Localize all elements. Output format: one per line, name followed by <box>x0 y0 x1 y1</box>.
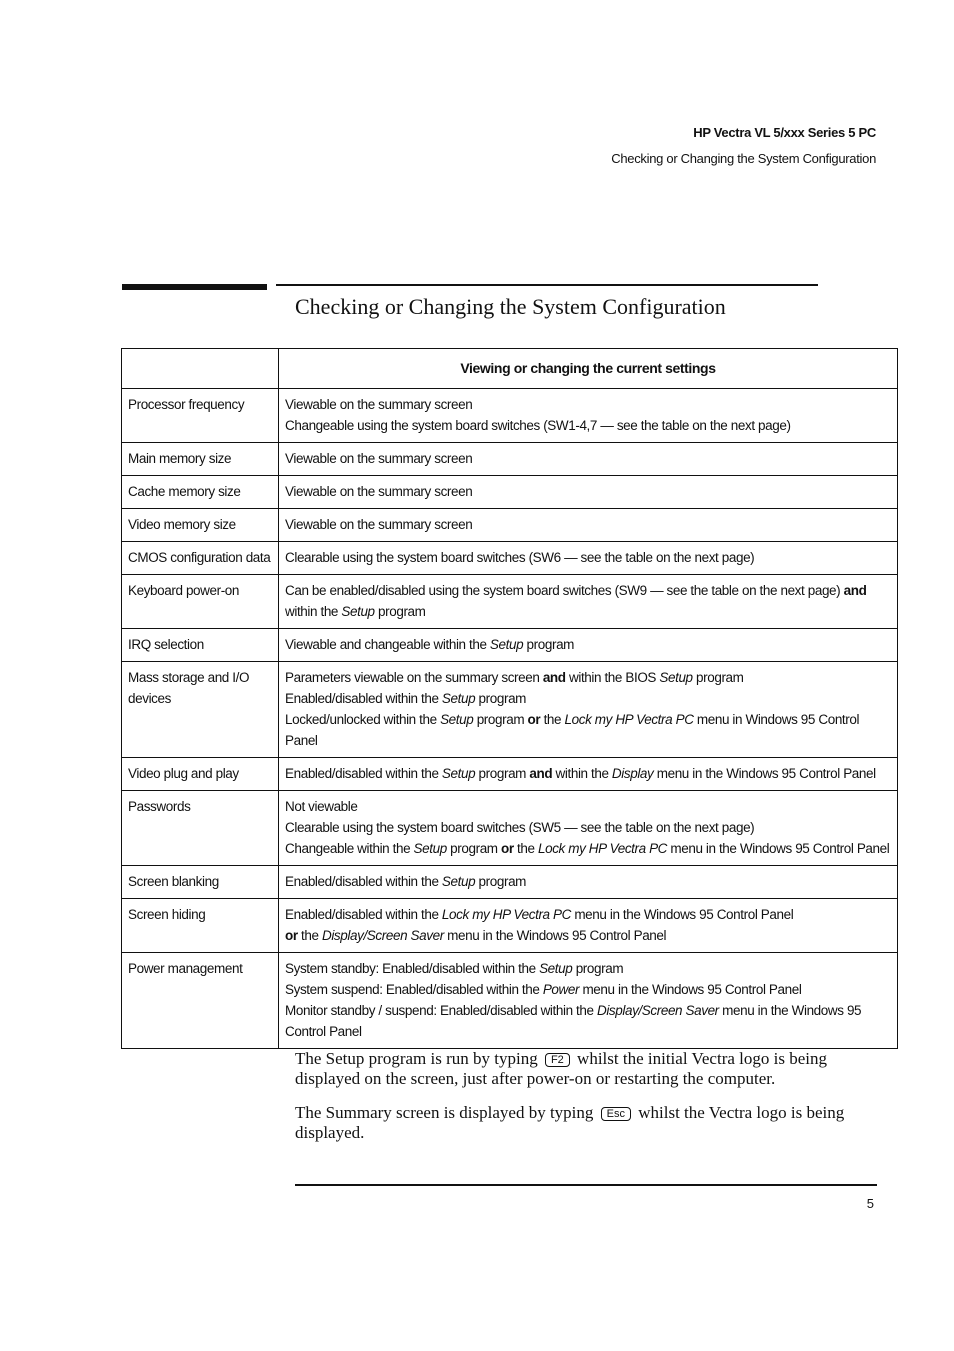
setup-note-text-after: whilst the initial Vectra logo is being displayed on the screen, just after power-on or restarting the computer. <box>295 1049 827 1088</box>
settings-text: the <box>297 928 322 943</box>
setup-note-text-before: The Setup program is run by typing <box>295 1049 538 1068</box>
settings-line <box>285 1000 891 1042</box>
feature-cell <box>122 662 279 758</box>
settings-line <box>285 514 891 535</box>
feature-cell <box>122 476 279 509</box>
settings-cell <box>279 575 898 629</box>
settings-text: program <box>475 874 527 889</box>
emphasis-text: Setup <box>441 874 476 889</box>
emphasis-text: Power <box>542 982 580 997</box>
table-row <box>122 662 898 758</box>
settings-text: within the <box>552 766 612 781</box>
table-row <box>122 476 898 509</box>
emphasis-text: Setup <box>413 841 447 856</box>
bold-text: and <box>843 583 867 598</box>
feature-label: Screen hiding <box>128 907 206 922</box>
esc-key-icon: Esc <box>601 1107 631 1121</box>
settings-line <box>285 415 891 436</box>
settings-text: Parameters viewable on the summary screen <box>285 670 543 685</box>
settings-text: Viewable on the summary screen <box>285 517 473 532</box>
settings-line <box>285 979 891 1000</box>
settings-text: Locked/unlocked within the <box>285 712 441 727</box>
table-row <box>122 443 898 476</box>
emphasis-text: Display/Screen Saver <box>596 1003 719 1018</box>
feature-cell <box>122 953 279 1049</box>
settings-line <box>285 904 891 925</box>
table-row <box>122 389 898 443</box>
settings-line <box>285 688 891 709</box>
settings-cell <box>279 509 898 542</box>
emphasis-text: Setup <box>489 637 524 652</box>
feature-label: Power management <box>128 961 243 976</box>
section-title: Checking or Changing the System Configuration <box>295 294 726 319</box>
settings-text: menu in the Windows 95 Control Panel <box>667 841 890 856</box>
settings-text: Enabled/disabled within the <box>285 874 442 889</box>
settings-text: menu in Windows 95 Control Panel <box>285 712 860 748</box>
bold-text: or <box>527 712 541 727</box>
settings-text: menu in the Windows 95 Control Panel <box>579 982 802 997</box>
settings-text: Viewable and changeable within the <box>285 637 490 652</box>
emphasis-text: Lock my HP Vectra PC <box>441 907 571 922</box>
footer-rule <box>295 1184 877 1186</box>
settings-text: program <box>475 691 527 706</box>
emphasis-text: Lock my HP Vectra PC <box>537 841 668 856</box>
table-body <box>122 389 898 1049</box>
header-subtitle: Checking or Changing the System Configuration <box>611 151 876 166</box>
bold-text: or <box>285 928 298 943</box>
table-row <box>122 758 898 791</box>
feature-cell <box>122 509 279 542</box>
section-rule-thin <box>276 284 818 286</box>
table-row <box>122 791 898 866</box>
table-row <box>122 866 898 899</box>
settings-text: program <box>473 712 528 727</box>
feature-cell <box>122 629 279 662</box>
summary-note-text-before: The Summary screen is displayed by typing <box>295 1103 594 1122</box>
settings-text: Enabled/disabled within the <box>285 907 442 922</box>
feature-cell <box>122 542 279 575</box>
running-header <box>611 120 876 172</box>
feature-cell <box>122 389 279 443</box>
settings-text: Viewable on the summary screen <box>285 451 473 466</box>
configuration-table <box>121 348 898 1049</box>
table-row <box>122 509 898 542</box>
feature-cell <box>122 899 279 953</box>
feature-label: Cache memory size <box>128 484 241 499</box>
settings-line <box>285 481 891 502</box>
settings-line <box>285 817 891 838</box>
settings-text: program <box>572 961 624 976</box>
emphasis-text: Setup <box>441 691 476 706</box>
settings-text: Clearable using the system board switches (SW5 — see the table on the next page) <box>285 820 755 835</box>
emphasis-text: Setup <box>441 766 476 781</box>
settings-text: Not viewable <box>285 799 358 814</box>
settings-line <box>285 667 891 688</box>
header-title: HP Vectra VL 5/xxx Series 5 PC <box>693 125 876 140</box>
feature-label: Video memory size <box>128 517 236 532</box>
feature-label: Video plug and play <box>128 766 239 781</box>
table-header-row <box>122 349 898 389</box>
settings-line <box>285 925 891 946</box>
settings-text: program <box>523 637 575 652</box>
settings-text: program <box>475 766 530 781</box>
table-row <box>122 899 898 953</box>
summary-note-text-after: whilst the Vectra logo is being displayed. <box>295 1103 845 1142</box>
settings-text: System suspend: Enabled/disabled within the <box>285 982 543 997</box>
emphasis-text: Lock my HP Vectra PC <box>564 712 694 727</box>
feature-label: IRQ selection <box>128 637 204 652</box>
column-header-feature <box>122 349 279 389</box>
page-number: 5 <box>866 1196 874 1211</box>
settings-cell <box>279 758 898 791</box>
settings-line <box>285 871 891 892</box>
settings-text: program <box>692 670 744 685</box>
feature-cell <box>122 866 279 899</box>
table-row <box>122 542 898 575</box>
emphasis-text: Setup <box>539 961 573 976</box>
settings-text: Enabled/disabled within the <box>285 691 442 706</box>
settings-text: menu in the Windows 95 Control Panel <box>570 907 794 922</box>
feature-label: Passwords <box>128 799 191 814</box>
feature-cell <box>122 791 279 866</box>
settings-cell <box>279 476 898 509</box>
emphasis-text: Setup <box>659 670 693 685</box>
feature-cell <box>122 758 279 791</box>
settings-text: menu in the Windows 95 Control Panel <box>285 1003 862 1039</box>
bold-text: and <box>542 670 566 685</box>
feature-label: Screen blanking <box>128 874 219 889</box>
feature-label: Mass storage and I/O devices <box>128 670 250 706</box>
settings-text: menu in the Windows 95 Control Panel <box>443 928 667 943</box>
settings-cell <box>279 629 898 662</box>
setup-note <box>295 1049 855 1089</box>
settings-text: Changeable using the system board switches (SW1-4,7 — see the table on the next page) <box>285 418 791 433</box>
f2-key-icon: F2 <box>545 1053 570 1067</box>
settings-cell <box>279 899 898 953</box>
feature-label: Main memory size <box>128 451 232 466</box>
settings-cell <box>279 953 898 1049</box>
feature-cell <box>122 575 279 629</box>
settings-line <box>285 958 891 979</box>
settings-text: the <box>513 841 538 856</box>
column-header-settings: Viewing or changing the current settings <box>279 349 898 389</box>
bold-text: or <box>501 841 514 856</box>
settings-text: Clearable using the system board switches (SW6 — see the table on the next page) <box>285 550 755 565</box>
settings-cell <box>279 791 898 866</box>
feature-label: CMOS configuration data <box>128 550 271 565</box>
settings-line <box>285 634 891 655</box>
bold-text: and <box>529 766 553 781</box>
feature-label: Keyboard power-on <box>128 583 240 598</box>
settings-text: the <box>540 712 565 727</box>
settings-text: System standby: Enabled/disabled within the <box>285 961 540 976</box>
summary-note <box>295 1103 855 1143</box>
settings-text: Can be enabled/disabled using the system board switches (SW9 — see the table on the next page) <box>285 583 844 598</box>
emphasis-text: Display <box>611 766 654 781</box>
emphasis-text: Setup <box>440 712 474 727</box>
settings-line <box>285 796 891 817</box>
settings-cell <box>279 443 898 476</box>
settings-text: menu in the Windows 95 Control Panel <box>653 766 876 781</box>
settings-text: program <box>446 841 501 856</box>
settings-line <box>285 580 891 622</box>
settings-line <box>285 838 891 859</box>
table-row <box>122 953 898 1049</box>
settings-line <box>285 547 891 568</box>
settings-cell <box>279 389 898 443</box>
feature-cell <box>122 443 279 476</box>
settings-text: within the <box>285 604 342 619</box>
emphasis-text: Display/Screen Saver <box>321 928 444 943</box>
settings-cell <box>279 662 898 758</box>
settings-text: Changeable within the <box>285 841 414 856</box>
settings-text: Viewable on the summary screen <box>285 484 473 499</box>
feature-label: Processor frequency <box>128 397 245 412</box>
settings-line <box>285 394 891 415</box>
settings-line <box>285 763 891 784</box>
table-row <box>122 629 898 662</box>
settings-line <box>285 709 891 751</box>
settings-cell <box>279 866 898 899</box>
settings-line <box>285 448 891 469</box>
settings-text: program <box>374 604 426 619</box>
settings-text: Viewable on the summary screen <box>285 397 473 412</box>
settings-text: Enabled/disabled within the <box>285 766 442 781</box>
emphasis-text: Setup <box>341 604 375 619</box>
section-rule-thick <box>122 284 267 290</box>
settings-cell <box>279 542 898 575</box>
table-row <box>122 575 898 629</box>
settings-text: within the BIOS <box>565 670 660 685</box>
settings-text: Monitor standby / suspend: Enabled/disabled within the <box>285 1003 597 1018</box>
